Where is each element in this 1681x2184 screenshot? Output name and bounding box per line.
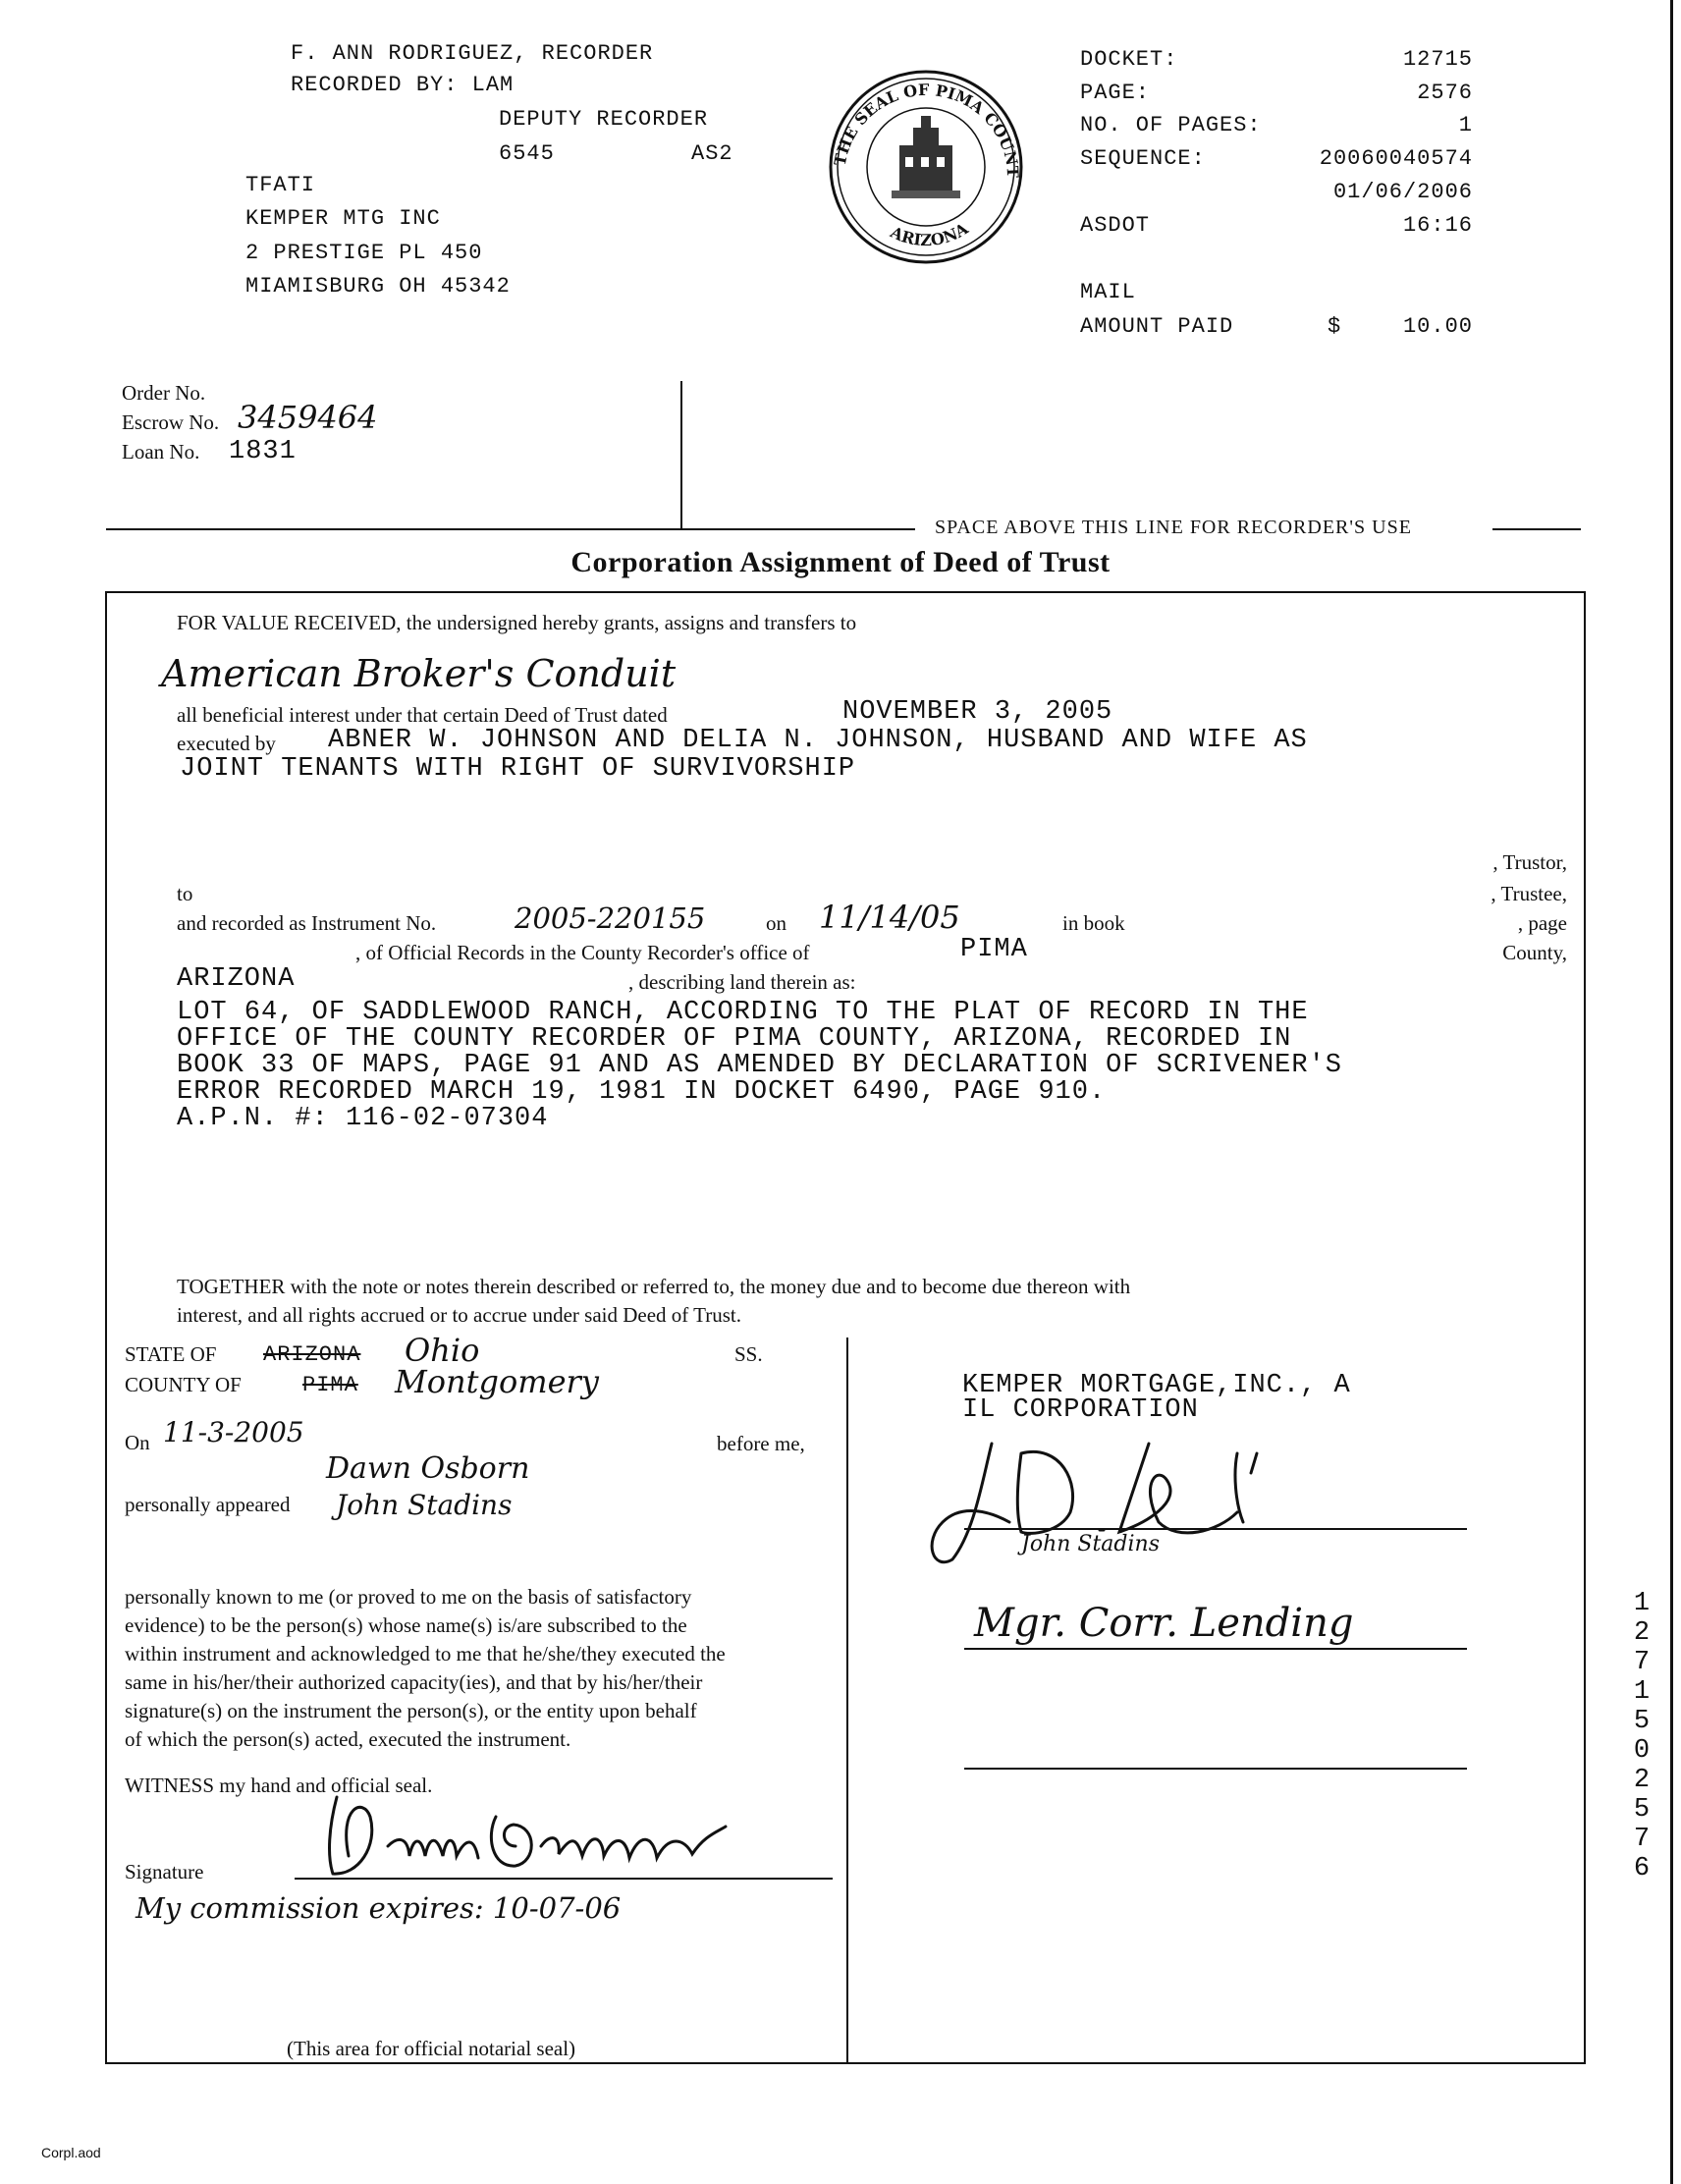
county-label: County,: [1502, 941, 1567, 964]
order-label: Order No.: [122, 381, 206, 405]
executed-by-line-1: ABNER W. JOHNSON AND DELIA N. JOHNSON, HUSBAND AND WIFE AS: [328, 726, 1308, 755]
before-me-label: before me,: [717, 1432, 805, 1455]
ss-label: SS.: [734, 1342, 763, 1366]
loan-label: Loan No.: [122, 440, 200, 464]
county-of-label: COUNTY OF: [125, 1373, 242, 1396]
legal-line-3: BOOK 33 OF MAPS, PAGE 91 AND AS AMENDED BY DECLARATION OF SCRIVENER'S: [177, 1051, 1342, 1080]
column-divider: [846, 1338, 848, 2062]
currency-symbol: $: [1328, 314, 1342, 339]
state-name: ARIZONA: [177, 964, 296, 994]
together-line-1: TOGETHER with the note or notes therein described or referred to, the money due and to become due thereon with: [177, 1275, 1131, 1298]
page-label: PAGE:: [1080, 81, 1151, 105]
seal-area-label: (This area for official notarial seal): [287, 2037, 576, 2060]
ack-line-3: within instrument and acknowledged to me that he/she/they executed the: [125, 1642, 726, 1665]
recorded-label: and recorded as Instrument No.: [177, 911, 437, 935]
deed-date: NOVEMBER 3, 2005: [842, 697, 1113, 727]
return-street: 2 PRESTIGE PL 450: [245, 241, 483, 265]
recorder-line-left: [106, 528, 915, 530]
describing-label: , describing land therein as:: [628, 970, 856, 994]
page-value: 2576: [1417, 81, 1473, 105]
signature-label: Signature: [125, 1860, 204, 1884]
ack-line-5: signature(s) on the instrument the person(s), or the entity upon behalf: [125, 1699, 697, 1722]
amount-label: AMOUNT PAID: [1080, 314, 1234, 339]
on-label: on: [766, 911, 786, 935]
assignee-name: American Broker's Conduit: [161, 652, 677, 695]
state-of-label: STATE OF: [125, 1342, 217, 1366]
footer-code: Corpl.aod: [41, 2145, 101, 2160]
svg-text:ARIZONA: [887, 219, 972, 249]
interest-text: all beneficial interest under that certain Deed of Trust dated: [177, 703, 668, 727]
seal-bottom-text: ARIZONA: [887, 219, 972, 250]
notary-date: 11-3-2005: [163, 1416, 304, 1448]
county-struck: PIMA: [302, 1373, 358, 1397]
deputy-recorder: DEPUTY RECORDER: [499, 107, 709, 132]
recording-time: 16:16: [1402, 213, 1473, 238]
pages-value: 1: [1458, 113, 1473, 137]
recorder-name: F. ANN RODRIGUEZ, RECORDER: [291, 41, 654, 66]
ack-line-4: same in his/her/their authorized capacity(ies), and that by his/her/their: [125, 1670, 703, 1694]
deputy-number: 6545: [499, 141, 555, 166]
return-city: MIAMISBURG OH 45342: [245, 274, 511, 299]
sequence-value: 20060040574: [1319, 146, 1473, 171]
recorder-line-right: [1492, 528, 1581, 530]
assignor-name-line-1: KEMPER MORTGAGE,INC., A: [962, 1371, 1351, 1400]
amount-value: 10.00: [1402, 314, 1473, 339]
instrument-number: 2005-220155: [515, 901, 706, 935]
document-title: Corporation Assignment of Deed of Trust: [570, 546, 1111, 578]
loan-value: 1831: [229, 437, 297, 466]
executed-label: executed by: [177, 732, 276, 755]
together-line-2: interest, and all rights accrued or to accrue under said Deed of Trust.: [177, 1303, 741, 1327]
witness-text: WITNESS my hand and official seal.: [125, 1774, 433, 1797]
to-label: to: [177, 882, 193, 905]
notary-name: Dawn Osborn: [326, 1451, 530, 1486]
recorder-use-label: SPACE ABOVE THIS LINE FOR RECORDER'S USE: [935, 517, 1412, 538]
intro-text: FOR VALUE RECEIVED, the undersigned hereby grants, assigns and transfers to: [177, 611, 857, 634]
escrow-label: Escrow No.: [122, 410, 220, 434]
recorded-date: 11/14/05: [819, 899, 960, 936]
ack-line-2: evidence) to be the person(s) whose name(s) is/are subscribed to the: [125, 1613, 687, 1637]
assignor-title: Mgr. Corr. Lending: [974, 1601, 1354, 1646]
mail-label: MAIL: [1080, 280, 1136, 304]
return-code: TFATI: [245, 173, 316, 197]
return-name: KEMPER MTG INC: [245, 206, 441, 231]
legal-line-4: ERROR RECORDED MARCH 19, 1981 IN DOCKET 6490, PAGE 910.: [177, 1077, 1107, 1107]
assignor-printed-name: John Stadins: [1021, 1532, 1161, 1556]
trustor-label: , Trustor,: [1492, 850, 1567, 874]
legal-line-2: OFFICE OF THE COUNTY RECORDER OF PIMA COUNTY, ARIZONA, RECORDED IN: [177, 1024, 1292, 1054]
escrow-value: 3459464: [238, 399, 378, 436]
assignor-extra-line: [964, 1768, 1467, 1770]
appeared-name: John Stadins: [336, 1489, 513, 1521]
notary-signature: [319, 1777, 751, 1885]
order-divider: [680, 381, 682, 528]
personally-appeared-label: personally appeared: [125, 1493, 291, 1516]
county-name: PIMA: [960, 935, 1028, 964]
state-written: Ohio: [405, 1332, 480, 1369]
margin-docket-number: 12715 02576: [1633, 1589, 1651, 1884]
trustee-label: , Trustee,: [1491, 882, 1567, 905]
legal-line-1: LOT 64, OF SADDLEWOOD RANCH, ACCORDING TO THE PLAT OF RECORD IN THE: [177, 998, 1309, 1027]
assignor-title-line: [964, 1648, 1467, 1650]
commission-expires: My commission expires: 10-07-06: [136, 1891, 622, 1925]
official-records-text: , of Official Records in the County Recorder's office of: [355, 941, 810, 964]
docket-value: 12715: [1402, 47, 1473, 72]
state-struck: ARIZONA: [263, 1342, 361, 1367]
seal-top-text: THE SEAL OF PIMA COUNTY: [817, 54, 1023, 179]
page-label: , page: [1517, 911, 1567, 935]
assignor-name-line-2: IL CORPORATION: [962, 1395, 1199, 1425]
sequence-label: SEQUENCE:: [1080, 146, 1206, 171]
pages-label: NO. OF PAGES:: [1080, 113, 1262, 137]
recorded-by: RECORDED BY: LAM: [291, 73, 515, 97]
county-written: Montgomery: [395, 1363, 599, 1400]
county-seal-icon: [817, 54, 1029, 265]
ack-line-1: personally known to me (or proved to me on the basis of satisfactory: [125, 1585, 692, 1609]
page-edge: [1670, 0, 1673, 2184]
docket-label: DOCKET:: [1080, 47, 1178, 72]
asdot-label: ASDOT: [1080, 213, 1151, 238]
recording-date: 01/06/2006: [1332, 180, 1473, 204]
apn: A.P.N. #: 116-02-07304: [177, 1104, 549, 1133]
on-label: On: [125, 1431, 150, 1454]
executed-by-line-2: JOINT TENANTS WITH RIGHT OF SURVIVORSHIP: [180, 754, 856, 784]
in-book-label: in book: [1062, 911, 1125, 935]
deputy-code: AS2: [691, 141, 733, 166]
ack-line-6: of which the person(s) acted, executed the instrument.: [125, 1727, 571, 1751]
assignor-signature-line: [964, 1528, 1467, 1530]
